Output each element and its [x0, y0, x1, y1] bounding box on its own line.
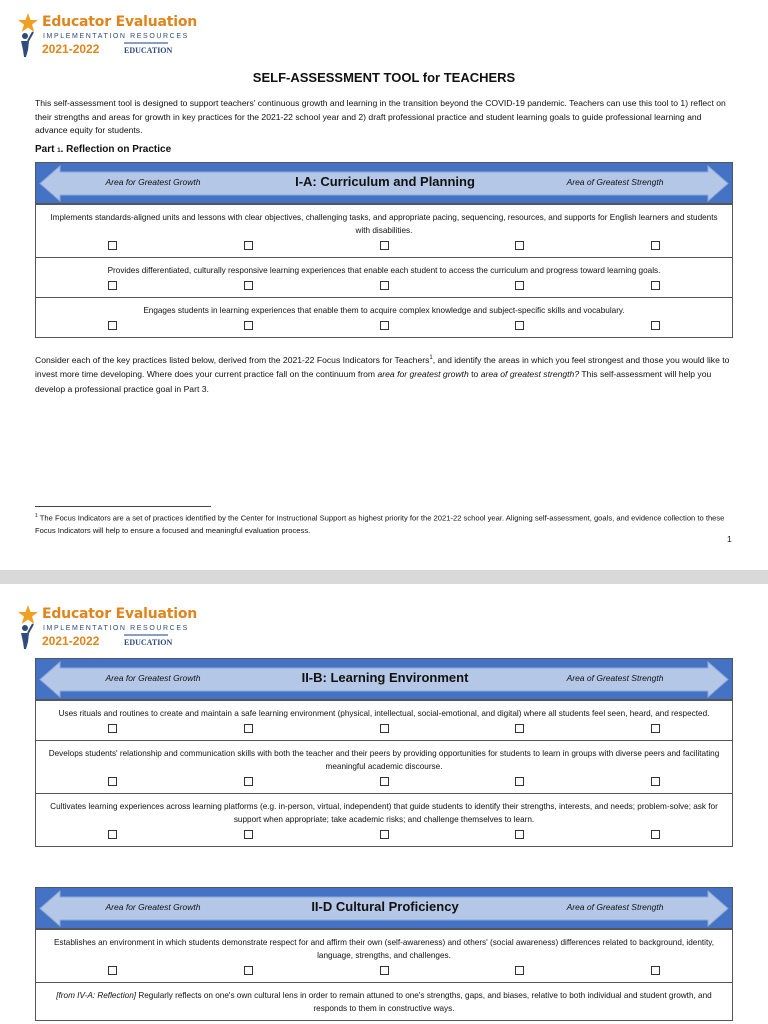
- continuum-bar: [36, 163, 732, 204]
- rating-checkbox-1[interactable]: [108, 777, 117, 786]
- rating-checkbox-5[interactable]: [651, 777, 660, 786]
- instructions-text-2: , and identify the areas in which you feel strongest and those you would like to invest more time developing. Where does your current practice fall on the continuum from: [35, 354, 730, 380]
- practice-row: [36, 204, 732, 257]
- rating-checkbox-5[interactable]: [651, 830, 660, 839]
- educator-evaluation-logo: [16, 604, 198, 650]
- rating-checkbox-5[interactable]: [651, 724, 660, 733]
- instructions-text-4: This self-assessment will help you develop a professional practice goal in Part 3.: [35, 369, 712, 394]
- practice-text: Uses rituals and routines to create and maintain a safe learning environment (physical, intellectual, social-emotional, and digital) where all students feel seen, heard, and respected.: [58, 709, 710, 718]
- practice-text: Implements standards-aligned units and lessons with clear objectives, challenging tasks, and appropriate pacing, sequencing, resources, and supports for English learners and students with disabilities.: [50, 213, 718, 235]
- logo-brand: Educator Evaluation: [42, 14, 198, 30]
- section-curriculum-planning: [35, 162, 733, 338]
- section-cultural-proficiency: [35, 887, 733, 1021]
- rating-checkbox-5[interactable]: [651, 966, 660, 975]
- scale-right-label: Area of Greatest Strength: [566, 902, 664, 912]
- dept-logo-stripe: [124, 634, 168, 636]
- rating-checkboxes: [44, 962, 724, 977]
- instructions-emphasis-2: area of greatest strength?: [480, 369, 580, 380]
- rating-checkboxes: [44, 720, 724, 735]
- logo-dept: EDUCATION: [124, 46, 173, 55]
- logo-subtitle: IMPLEMENTATION RESOURCES: [43, 625, 189, 632]
- rating-checkboxes: [44, 773, 724, 788]
- practice-text: Cultivates learning experiences across learning platforms (e.g. in-person, virtual, independent) that guide students to identify their strengths, interests, and needs; problem-solve; ask for support when appropriate; take academic risks; and challenge themselves to learn.: [50, 802, 718, 824]
- instructions-text-3: to: [468, 369, 481, 380]
- logo-years: 2021-2022: [42, 42, 100, 56]
- rating-checkbox-3[interactable]: [380, 321, 389, 330]
- rating-checkbox-3[interactable]: [380, 724, 389, 733]
- rating-checkbox-3[interactable]: [380, 281, 389, 290]
- rating-checkbox-1[interactable]: [108, 241, 117, 250]
- rating-checkboxes: [44, 237, 724, 252]
- practice-text: Engages students in learning experiences that enable them to acquire complex knowledge and subject-specific skills and vocabulary.: [143, 306, 625, 315]
- section-learning-environment: [35, 658, 733, 847]
- logo-years: 2021-2022: [42, 634, 100, 648]
- section-title: II-D Cultural Proficiency: [311, 899, 459, 914]
- part-number: 1: [57, 148, 61, 154]
- part-prefix: Part: [35, 144, 55, 155]
- footnote-ref[interactable]: 1: [429, 355, 433, 361]
- rating-checkbox-4[interactable]: [515, 966, 524, 975]
- rating-checkbox-2[interactable]: [244, 241, 253, 250]
- rating-checkbox-2[interactable]: [244, 281, 253, 290]
- scale-right-label: Area of Greatest Strength: [566, 177, 664, 187]
- rating-checkbox-4[interactable]: [515, 724, 524, 733]
- rating-checkbox-2[interactable]: [244, 830, 253, 839]
- rating-checkbox-1[interactable]: [108, 321, 117, 330]
- rating-checkbox-1[interactable]: [108, 281, 117, 290]
- footnote-divider: [35, 506, 211, 507]
- instructions-text-1: Consider each of the key practices listed below, derived from the 2021-22 Focus Indicators for Teachers: [35, 354, 430, 365]
- scale-left-label: Area for Greatest Growth: [105, 902, 201, 912]
- scale-right-label: Area of Greatest Strength: [566, 673, 664, 683]
- rating-checkbox-3[interactable]: [380, 830, 389, 839]
- instructions-emphasis-1: area for greatest growth: [377, 369, 469, 380]
- practice-text: Provides differentiated, culturally responsive learning experiences that enable each student to access the curriculum and progress toward learning goals.: [107, 266, 661, 275]
- practice-row: [36, 257, 732, 297]
- rating-checkboxes: [44, 317, 724, 332]
- rating-checkbox-2[interactable]: [244, 966, 253, 975]
- rating-checkbox-2[interactable]: [244, 777, 253, 786]
- rating-checkbox-3[interactable]: [380, 777, 389, 786]
- continuum-bar: [36, 659, 732, 700]
- page-number: 1: [727, 534, 732, 544]
- practice-row: [36, 982, 732, 1020]
- footnote: [35, 510, 735, 537]
- star-person-icon: [16, 604, 40, 650]
- logo-dept: EDUCATION: [124, 638, 173, 647]
- rating-checkbox-1[interactable]: [108, 724, 117, 733]
- page-title: SELF-ASSESSMENT TOOL for TEACHERS: [252, 70, 516, 85]
- continuum-bar: [36, 888, 732, 929]
- rating-checkbox-5[interactable]: [651, 321, 660, 330]
- rating-checkbox-2[interactable]: [244, 724, 253, 733]
- footnote-mark: 1: [35, 513, 38, 519]
- practice-row: [36, 929, 732, 982]
- practice-row: [36, 700, 732, 740]
- rating-checkbox-5[interactable]: [651, 241, 660, 250]
- rating-checkboxes: [44, 826, 724, 841]
- footnote-text: The Focus Indicators are a set of practices identified by the Center for Instructional Support as highest priority for the 2021-22 school year. Aligning self-assessment, goals, and evidence collection to these Focus Indicators will help to ensure a focused and meaningful evaluation process.: [35, 513, 725, 535]
- instructions-paragraph: [35, 351, 735, 396]
- practice-source-tag: [from IV-A: Reflection]: [56, 991, 137, 1000]
- rating-checkbox-1[interactable]: [108, 966, 117, 975]
- section-title: II-B: Learning Environment: [301, 670, 469, 685]
- practice-text: [44, 989, 724, 1015]
- practice-text-body: Regularly reflects on one's own cultural lens in order to remain attuned to one's strengths, gaps, and biases, relative to both individual and student growth, and responds to them in constructive ways.: [138, 991, 712, 1013]
- rating-checkbox-4[interactable]: [515, 321, 524, 330]
- practice-row: [36, 297, 732, 337]
- logo-subtitle: IMPLEMENTATION RESOURCES: [43, 33, 189, 40]
- educator-evaluation-logo: [16, 12, 198, 58]
- star-person-icon: [16, 12, 40, 58]
- practice-row: [36, 740, 732, 793]
- rating-checkbox-4[interactable]: [515, 281, 524, 290]
- practice-text: Develops students' relationship and communication skills with both the teacher and their peers by providing opportunities for students to learn in groups with diverse peers and facilitating meaningful academic discourse.: [48, 749, 720, 771]
- rating-checkboxes: [44, 277, 724, 292]
- practice-row: [36, 793, 732, 846]
- section-title: I-A: Curriculum and Planning: [295, 174, 475, 189]
- rating-checkbox-3[interactable]: [380, 966, 389, 975]
- dept-logo-stripe: [124, 42, 168, 44]
- part-rest: . Reflection on Practice: [60, 144, 172, 155]
- rating-checkbox-1[interactable]: [108, 830, 117, 839]
- rating-checkbox-2[interactable]: [244, 321, 253, 330]
- rating-checkbox-4[interactable]: [515, 241, 524, 250]
- rating-checkbox-4[interactable]: [515, 830, 524, 839]
- rating-checkbox-5[interactable]: [651, 281, 660, 290]
- intro-paragraph: This self-assessment tool is designed to support teachers' continuous growth and learning in the transition beyond the COVID-19 pandemic. Teachers can use this tool to 1) reflect on their strengths and areas for growth in key practices for the 2021-22 school year and 2) draft professional practice and student learning goals to guide professional learning and advance equity for students.: [35, 98, 726, 135]
- rating-checkbox-3[interactable]: [380, 241, 389, 250]
- practice-text: Establishes an environment in which students demonstrate respect for and affirm their own (self-awareness) and others' (social awareness) differences related to background, identity, language, strengths, and challenges.: [53, 938, 715, 960]
- document-page-2: [0, 584, 768, 1024]
- logo-brand: Educator Evaluation: [42, 606, 198, 622]
- part-heading: [35, 144, 171, 155]
- rating-checkbox-4[interactable]: [515, 777, 524, 786]
- scale-left-label: Area for Greatest Growth: [105, 177, 201, 187]
- scale-left-label: Area for Greatest Growth: [105, 673, 201, 683]
